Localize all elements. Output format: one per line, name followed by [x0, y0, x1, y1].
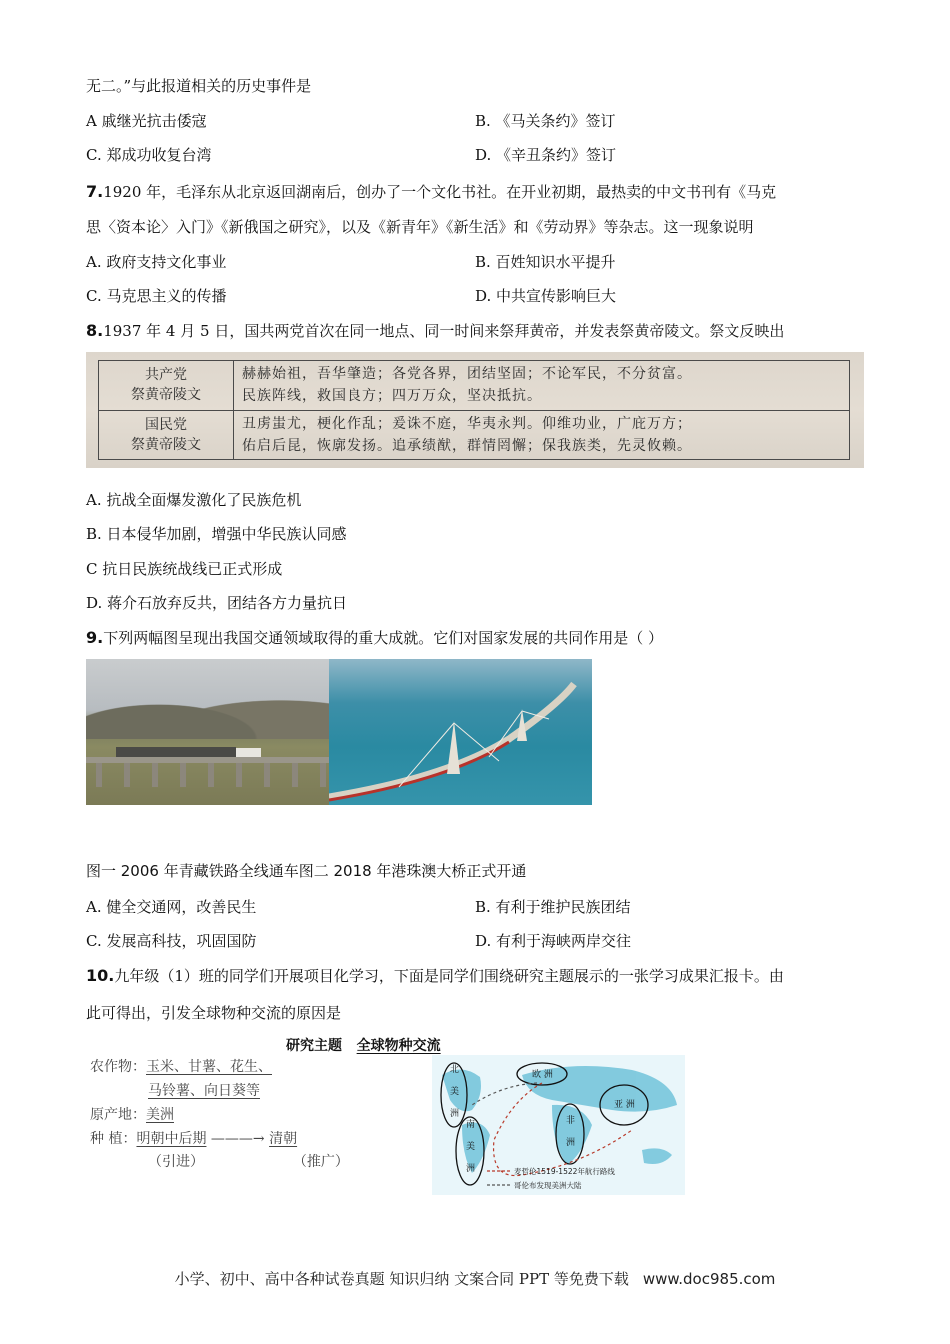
crops-value-1: 玉米、甘薯、花生、: [146, 1059, 272, 1075]
q6-option-c: C. 郑成功收复台湾: [86, 146, 212, 164]
table-head-cpc: [99, 361, 234, 411]
q9-option-d: D. 有利于海峡两岸交往: [475, 932, 632, 950]
footer-url[interactable]: www.doc985.com: [642, 1270, 776, 1288]
body-line: 赫赫始祖，吾华肇造；各党各界，团结坚固；不论军民，不分贫富。: [242, 366, 692, 383]
table-text-cpc: [234, 361, 850, 411]
q9-option-b: B. 有利于维护民族团结: [475, 898, 631, 916]
planting-from: 明朝中后期: [136, 1131, 207, 1147]
map-label-africa: 非: [566, 1116, 576, 1126]
q6-option-d: D. 《辛丑条约》签订: [475, 146, 617, 164]
q8-option-c: C 抗日民族统战线已正式形成: [86, 560, 283, 578]
map-label-south-america: 洲: [466, 1164, 476, 1174]
railway-bridge-icon: [86, 747, 329, 787]
map-label-south-america: 南: [466, 1120, 476, 1130]
voyage-map: [432, 1055, 685, 1195]
page-footer: [0, 1268, 950, 1289]
q6-stem-tail: 无二。”与此报道相关的历史事件是: [86, 77, 312, 95]
q9-option-a: A. 健全交通网，改善民生: [86, 898, 257, 916]
body-line: 丑虏蚩尤，梗化作乱；爰诛不庭，华夷永判。仰维功业，广庇万方；: [242, 415, 692, 432]
planting-note-row: [148, 1152, 349, 1172]
body-line: 民族阵线，救国良方；四万万众，坚决抵抗。: [242, 388, 542, 405]
q10-stem-line2: 此可得出，引发全球物种交流的原因是: [86, 1004, 342, 1022]
head-line: 祭黄帝陵文: [131, 387, 201, 404]
q7-option-d: D. 中共宣传影响巨大: [475, 287, 617, 305]
crops-label: 农作物：: [90, 1059, 146, 1075]
q8-option-a: A. 抗战全面爆发激化了民族危机: [86, 491, 302, 509]
q7-option-a: A. 政府支持文化事业: [86, 253, 227, 271]
head-line: 国民党: [145, 416, 187, 433]
crops-value-2: 马铃薯、向日葵等: [148, 1083, 260, 1099]
table-text-kmt: [234, 410, 850, 460]
mountain-shape: [86, 679, 329, 739]
q8-elegy-table: [98, 360, 850, 460]
origin-value: 美洲: [146, 1107, 174, 1123]
table-row: [99, 361, 850, 411]
card-title-label: 研究主题: [286, 1038, 342, 1054]
q10-stem-line1: [86, 965, 784, 987]
legend-magellan-route: 麦哲伦1519-1522年航行路线: [514, 1167, 615, 1176]
note-introduce: （引进）: [148, 1154, 204, 1170]
qinghai-tibet-railway-photo: [86, 659, 329, 805]
map-label-south-america: 美: [466, 1142, 476, 1152]
card-title-value: 全球物种交流: [356, 1038, 441, 1054]
map-label-north-america: 北: [450, 1065, 460, 1075]
planting-label: 种 植：: [90, 1131, 137, 1147]
q8-table-image: [86, 352, 864, 468]
planting-to: 清朝: [269, 1131, 298, 1147]
crops-row-2: [148, 1081, 260, 1101]
card-title: [286, 1035, 441, 1055]
q9-photo-caption: 图一 2006 年青藏铁路全线通车图二 2018 年港珠澳大桥正式开通: [86, 862, 527, 880]
head-line: 祭黄帝陵文: [131, 436, 201, 453]
origin-label: 原产地：: [90, 1107, 146, 1123]
head-line: 共产党: [145, 367, 187, 384]
q7-stem-line2: 思〈资本论〉入门》《新俄国之研究》，以及《新青年》《新生活》和《劳动界》等杂志。这一现象说明: [86, 218, 754, 236]
crops-row: [90, 1057, 272, 1077]
q9-option-c: C. 发展高科技，巩固国防: [86, 932, 257, 950]
map-label-north-america: 美: [450, 1087, 460, 1097]
q7-number: 7.: [86, 182, 104, 201]
arrow-right-icon: ———→: [210, 1131, 265, 1147]
origin-row: [90, 1105, 174, 1125]
sea-bridge-icon: [329, 659, 592, 805]
q8-number: 8.: [86, 321, 104, 340]
q7-line1-text: 1920 年，毛泽东从北京返回湖南后，创办了一个文化书社。在开业初期，最热卖的中文书刊有《马克: [103, 183, 777, 201]
map-label-north-america: 洲: [450, 1109, 460, 1119]
map-label-europe: 欧 洲: [532, 1070, 553, 1080]
q9-stem-line1: [86, 627, 663, 649]
q7-option-b: B. 百姓知识水平提升: [475, 253, 616, 271]
q6-option-a: A 戚继光抗击倭寇: [86, 112, 207, 130]
legend-columbus-route: 哥伦布发现美洲大陆: [514, 1181, 582, 1190]
q9-line1-text: 下列两幅图呈现出我国交通领域取得的重大成就。它们对国家发展的共同作用是（ ）: [103, 629, 663, 647]
q6-option-b: B. 《马关条约》签订: [475, 112, 616, 130]
hzmb-bridge-photo: [329, 659, 592, 805]
q7-option-c: C. 马克思主义的传播: [86, 287, 227, 305]
map-label-africa: 洲: [566, 1138, 576, 1148]
q7-stem-line1: [86, 181, 776, 203]
q10-line1-text: 九年级（1）班的同学们开展项目化学习，下面是同学们围绕研究主题展示的一张学习成果汇报卡。由: [114, 967, 784, 985]
q8-stem-line1: [86, 320, 784, 342]
q10-number: 10.: [86, 966, 115, 985]
note-promote: （推广）: [292, 1154, 349, 1170]
study-result-card: [86, 1035, 686, 1197]
table-head-kmt: [99, 410, 234, 460]
map-label-asia: 亚 洲: [614, 1100, 635, 1110]
q9-number: 9.: [86, 628, 104, 647]
q8-option-d: D. 蒋介石放弃反共，团结各方力量抗日: [86, 594, 348, 612]
table-row: [99, 410, 850, 460]
body-line: 佑启后昆，恢廓发扬。追承绩猷，群情罔懈；保我族类，先灵攸赖。: [242, 437, 692, 454]
q8-line1-text: 1937 年 4 月 5 日，国共两党首次在同一地点、同一时间来祭拜黄帝，并发表祭黄帝陵文。祭文反映出: [103, 322, 785, 340]
world-route-map-icon: [432, 1055, 685, 1195]
footer-text: 小学、初中、高中各种试卷真题 知识归纳 文案合同 PPT 等免费下载: [174, 1270, 629, 1288]
q8-option-b: B. 日本侵华加剧，增强中华民族认同感: [86, 525, 347, 543]
planting-row: [90, 1129, 297, 1149]
